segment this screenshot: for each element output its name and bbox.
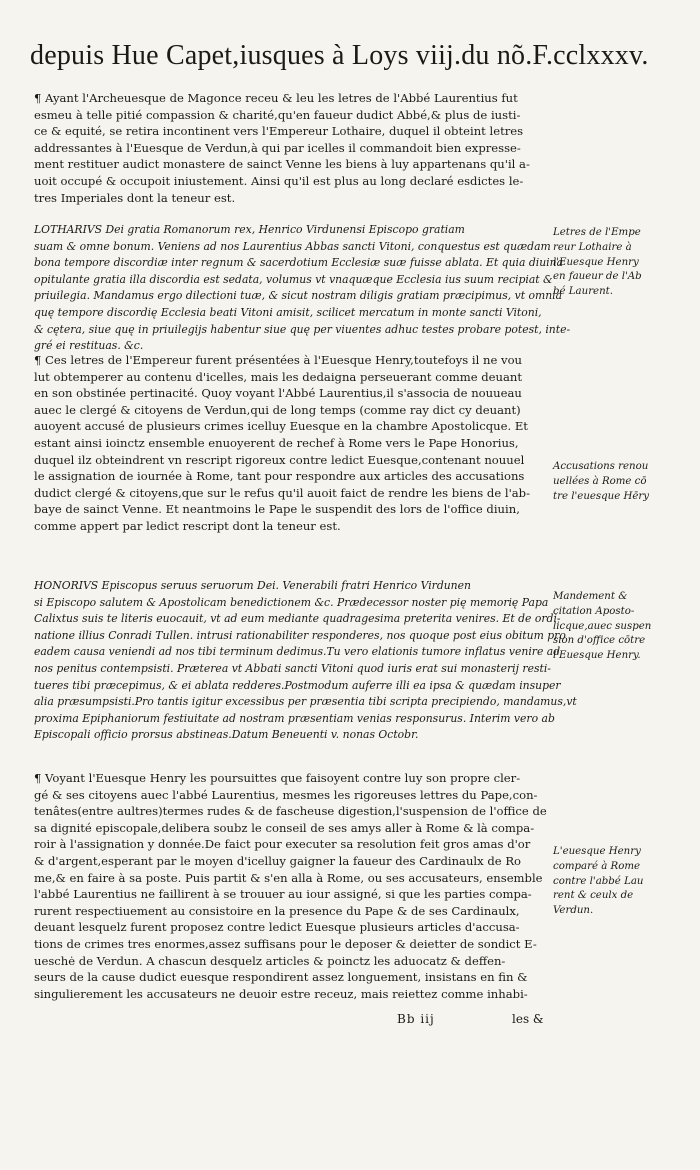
- margin-note-line: comparé à Rome: [553, 860, 641, 872]
- text-line: & d'argent,esperant par le moyen d'icelluy gaigner la faueur des Cardinaulx de Ro: [34, 853, 522, 868]
- text-line: quę tempore discordię Ecclesia beati Vitoni amisit, scilicet mercatum in monte sancti Vitoni,: [34, 305, 542, 319]
- text-line: ueschė de Verdun. A chascun desquelz articles & poinctz les aduocatz & deffen-: [34, 953, 506, 968]
- margin-note-line: reur Lothaire à: [553, 241, 632, 253]
- margin-note-line: licque,auec suspen: [553, 620, 652, 632]
- text-line: Episcopali officio prorsus abstineas.Datum Beneuenti v. nonas Octobr.: [34, 728, 419, 742]
- text-line: ¶ Voyant l'Euesque Henry les poursuittes que faisoyent contre luy son propre cler-: [34, 771, 521, 785]
- margin-note-line: rent & ceulx de: [553, 890, 634, 902]
- text-line: me,& en faire à sa poste. Puis partit & s'en alla à Rome, ou ses accusateurs, ensemble: [34, 870, 543, 885]
- text-line: comme appert par ledict rescript dont la teneur est.: [34, 518, 341, 533]
- text-line: tres Imperiales dont la teneur est.: [34, 190, 236, 205]
- margin-note-mandement: [553, 590, 693, 664]
- paragraph-voyant-euesque: [34, 770, 554, 1002]
- text-line: sa dignité episcopale,delibera soubz le conseil de ses amys aller à Rome & là compa-: [34, 820, 535, 835]
- catchword: les &: [512, 1012, 544, 1026]
- margin-note-accusations: [553, 460, 693, 504]
- paragraph-honorius-rescript: [34, 578, 577, 744]
- text-line: dudict clergé & citoyens,que sur le refus qu'il auoit faict de rendre les biens de l'ab-: [34, 485, 531, 500]
- margin-note-line: L'euesque Henry: [553, 846, 641, 857]
- text-line: gé & ses citoyens auec l'abbé Laurentius, mesmes les rigoreuses lettres du Pape,con-: [34, 787, 538, 802]
- text-line: en son obstinée pertinacité. Quoy voyant l'Abbé Laurentius,il s'associa de nouueau: [34, 386, 522, 401]
- text-line: l'abbé Laurentius ne faillirent à se trouuer au iour assigné, si que les parties compa-: [34, 887, 532, 902]
- margin-note-line: Accusations renou: [553, 461, 649, 472]
- paragraph-archeuesque: [34, 90, 554, 206]
- text-line: eadem causa veniendi ad nos tibi terminum dedimus.Tu vero elationis tumore inflatus venire ad: [34, 645, 561, 659]
- margin-note-letres-empereur: [553, 226, 693, 300]
- text-line: singulierement les accusateurs ne deuoir estre receuz, mais reiettez comme inhabi-: [34, 986, 528, 1001]
- margin-note-line: en faueur de l'Ab: [553, 271, 642, 283]
- text-line: priuilegia. Mandamus ergo dilectioni tuæ, & sicut nostram diligis gratiam præcipimus, vt omnia: [34, 289, 563, 303]
- margin-note-line: Verdun.: [553, 905, 594, 917]
- text-line: addressantes à l'Euesque de Verdun,à qui par icelles il commandoit bien expresse-: [34, 140, 521, 155]
- margin-note-euesque-henry: [553, 845, 693, 919]
- text-line: deuant lesquelz furent proposez contre ledict Euesque plusieurs articles d'accusa-: [34, 920, 520, 935]
- text-line: & cętera, siue quę in priuilegijs habentur siue quę per viuentes adhuc testes probare potest, inte-: [34, 322, 571, 336]
- margin-note-line: uellées à Rome cō: [553, 475, 647, 487]
- text-line: opitulante gratia illa discordia est sedata, volumus vt vnaquæque Ecclesia ius suum recipiat &: [34, 272, 553, 286]
- text-line: estant ainsi ioinctz ensemble enuoyerent de rechef à Rome vers le Pape Honorius,: [34, 435, 519, 450]
- text-line: proxima Epiphaniorum festiuitate ad nostram præsentiam venias responsurus. Interim vero ab: [34, 711, 555, 725]
- text-line: le assignation de iournée à Rome, tant pour respondre aux articles des accusations: [34, 469, 525, 484]
- text-line: alia præsumpsisti.Pro tantis igitur excessibus per præsentia tibi scripta precipiendo, mandamus,vt: [34, 695, 577, 709]
- text-line: tueres tibi præcepimus, & ei ablata redderes.Postmodum auferre illi ea ipsa & quædam insuper: [34, 678, 561, 692]
- text-line: LOTHARIVS Dei gratia Romanorum rex, Henrico Virdunensi Episcopo gratiam: [34, 223, 465, 236]
- margin-note-line: tre l'euesque Hēry: [553, 490, 650, 502]
- text-line: seurs de la cause dudict euesque respondirent assez longuement, insistans en fin &: [34, 970, 528, 985]
- text-line: ¶ Ces letres de l'Empereur furent présentées à l'Euesque Henry,toutefoys il ne vou: [34, 353, 523, 367]
- signature-mark: Bb iij: [397, 1012, 435, 1026]
- paragraph-lotharius-letter: [34, 222, 571, 355]
- margin-note-line: bé Laurent.: [553, 286, 613, 298]
- running-header: depuis Hue Capet,iusques à Loys viij.du nõ.F.cclxxxv.: [30, 40, 649, 71]
- text-line: ce & equité, se retira incontinent vers l'Empereur Lothaire, duquel il obteint letres: [34, 124, 524, 139]
- text-line: ¶ Ayant l'Archeuesque de Magonce receu & leu les letres de l'Abbé Laurentius fut: [34, 91, 518, 105]
- text-line: ment restituer audict monastere de sainct Venne les biens à luy appartenans qu'il a-: [34, 157, 530, 172]
- text-line: lut obtemperer au contenu d'icelles, mais les dedaigna perseuerant comme deuant: [34, 369, 523, 384]
- text-line: Calixtus suis te literis euocauit, vt ad eum mediante quadragesima preterita venires. Et de ordi-: [34, 612, 561, 626]
- margin-note-line: sion d'office cōtre: [553, 635, 646, 647]
- text-line: baye de sainct Venne. Et neantmoins le Pape le suspendit des lors de l'office diuin,: [34, 502, 520, 517]
- margin-note-line: Letres de l'Empe: [553, 227, 641, 238]
- margin-note-line: l'Euesque Henry.: [553, 650, 641, 662]
- text-line: HONORIVS Episcopus seruus seruorum Dei. Venerabili fratri Henrico Virdunen: [34, 579, 471, 592]
- text-line: duquel ilz obteindrent vn rescript rigoreux contre ledict Euesque,contenant nouuel: [34, 452, 525, 467]
- paragraph-letres-empereur: [34, 352, 554, 535]
- text-line: rurent respectiuement au consistoire en la presence du Pape & de ses Cardinaulx,: [34, 903, 520, 918]
- text-line: gré ei restituas. &c.: [34, 339, 144, 353]
- text-line: natione illius Conradi Tullen. intrusi rationabiliter responderes, nos quoque post eius obitum pro: [34, 628, 566, 642]
- text-line: si Episcopo salutem & Apostolicam benedictionem &c. Prædecessor noster pię memorię Papa: [34, 595, 549, 609]
- text-line: tions de crimes tres enormes,assez suffisans pour le deposer & deietter de sondict E-: [34, 936, 537, 951]
- margin-note-line: Mandement &: [553, 591, 628, 602]
- text-line: bona tempore discordiæ inter regnum & sacerdotium Ecclesiæ suæ fuisse ablata. Et quia diuina: [34, 256, 564, 270]
- text-line: esmeu à telle pitié compassion & charité,qu'en faueur dudict Abbé,& plus de iusti-: [34, 107, 521, 122]
- margin-note-line: contre l'abbé Lau: [553, 875, 644, 887]
- text-line: suam & omne bonum. Veniens ad nos Laurentius Abbas sancti Vitoni, conquestus est quædam: [34, 239, 551, 253]
- text-line: auoyent accusé de plusieurs crimes icelluy Euesque en la chambre Apostolicque. Et: [34, 419, 528, 434]
- text-line: uoit occupé & occupoit iniustement. Ainsi qu'il est plus au long declaré esdictes le-: [34, 173, 524, 188]
- text-line: roir à l'assignation y donnée.De faict pour executer sa resolution feit gros amas d'or: [34, 837, 531, 852]
- text-line: nos penitus contempsisti. Præterea vt Abbati sancti Vitoni quod iuris erat sui monasterij resti-: [34, 661, 551, 675]
- text-line: auec le clergé & citoyens de Verdun,qui de long temps (comme ray dict cy deuant): [34, 402, 521, 417]
- margin-note-line: citation Aposto-: [553, 605, 635, 617]
- margin-note-line: l'Euesque Henry: [553, 256, 639, 268]
- text-line: tenâtes(entre aultres)termes rudes & de fascheuse digestion,l'suspension de l'office de: [34, 804, 547, 819]
